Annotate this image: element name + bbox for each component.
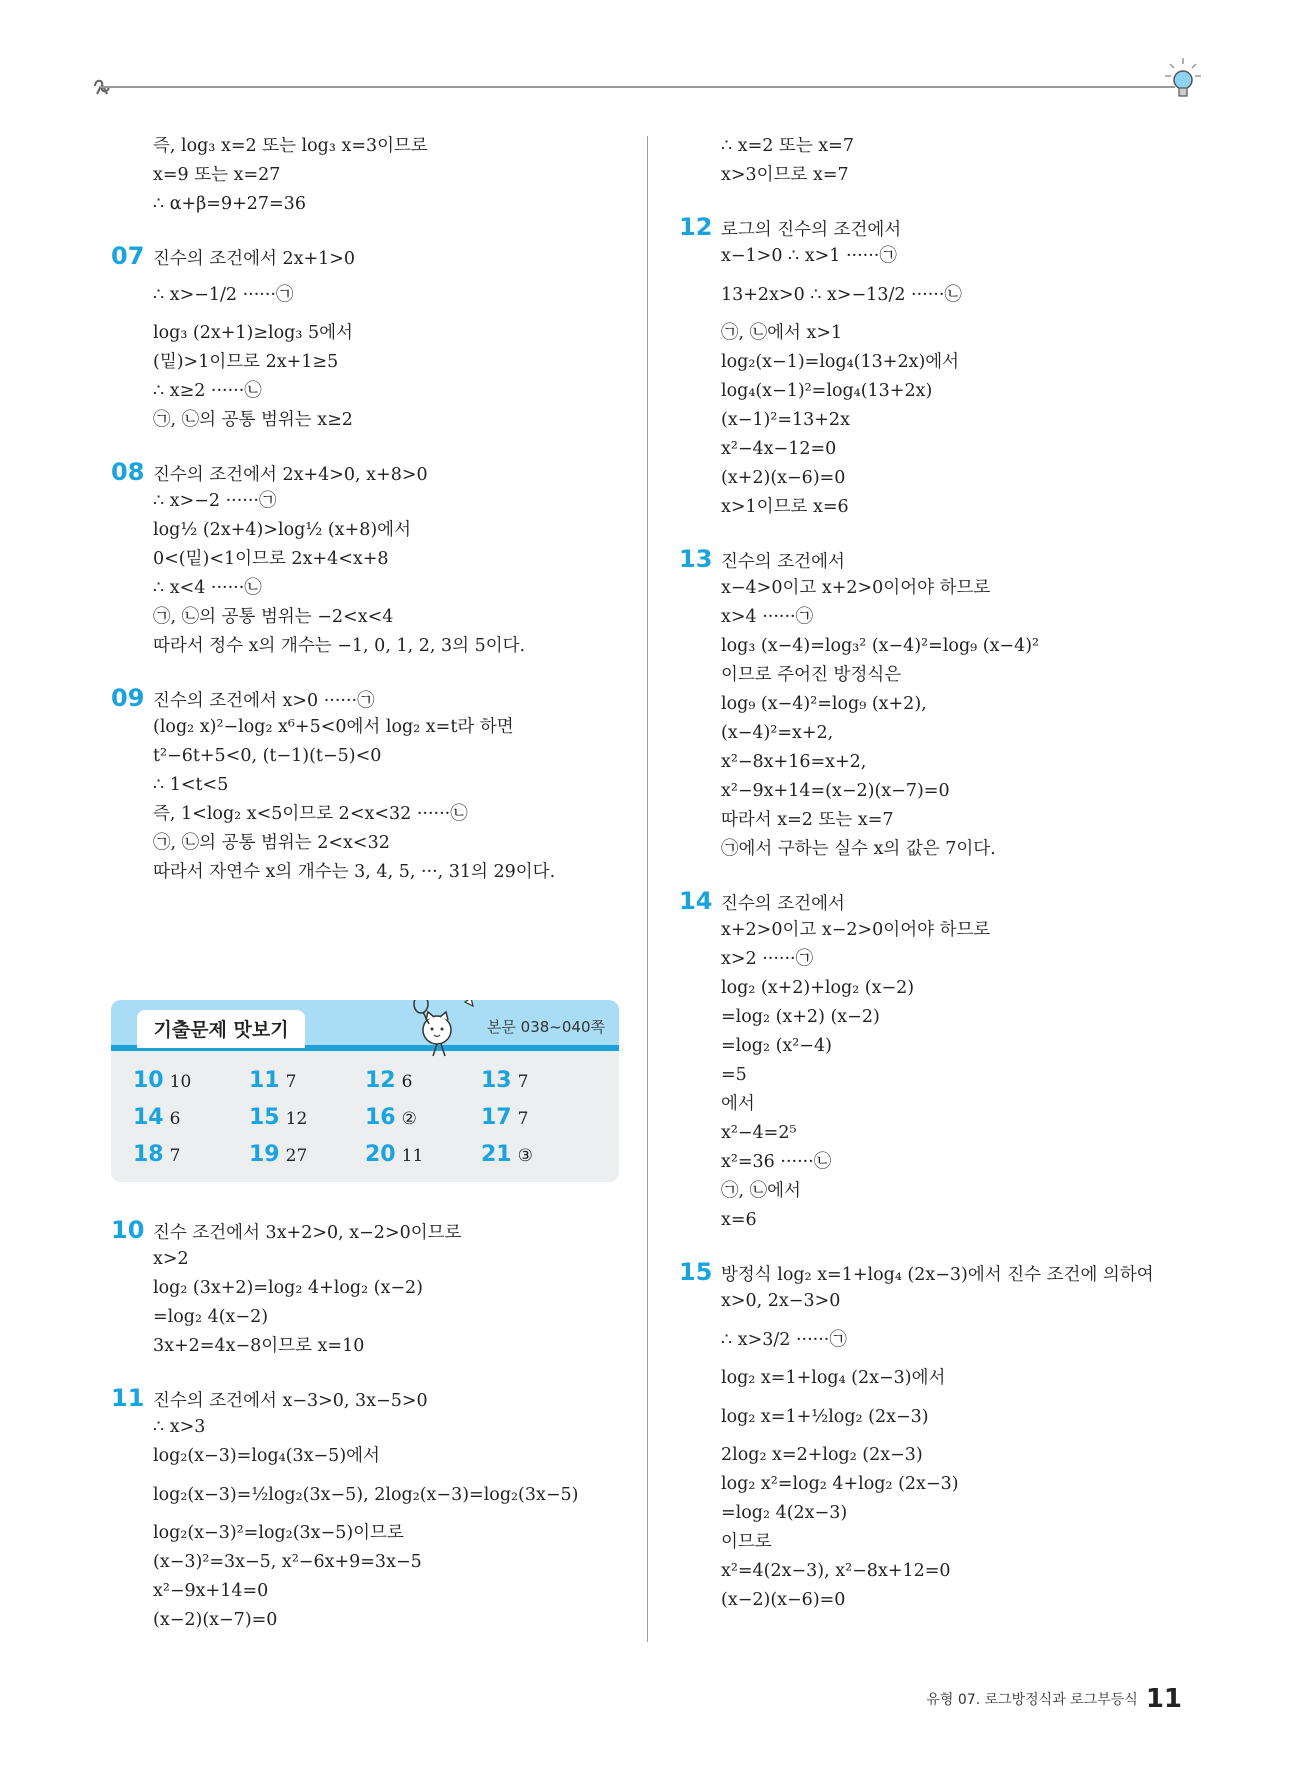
solution-text: log₂(x−3)=log₄(3x−5)에서 <box>153 1446 380 1466</box>
solution-line <box>679 464 1199 493</box>
solution-line <box>679 574 1199 603</box>
solution-text: 로그의 진수의 조건에서 <box>721 220 902 240</box>
solution-line <box>679 1441 1199 1470</box>
solution-text: x>4 ······㉠ <box>721 607 814 627</box>
solution-text: 13+2x>0 ∴ x>−13/2 ······㉡ <box>721 285 962 305</box>
answer-grid <box>133 1062 603 1173</box>
solution-text: log₃ (2x+1)≥log₃ 5에서 <box>153 323 353 343</box>
solution-line <box>111 348 631 377</box>
answer-number: 19 <box>249 1142 280 1167</box>
solution-line <box>111 574 631 603</box>
page-number: 11 <box>1145 1684 1182 1714</box>
answer-row <box>133 1099 603 1136</box>
solution-text: 이므로 <box>721 1532 772 1552</box>
solution-line <box>679 916 1199 945</box>
answer-number: 18 <box>133 1142 164 1167</box>
solution-line <box>111 377 631 406</box>
problem-number: 09 <box>111 684 145 712</box>
solution-line <box>111 487 631 516</box>
solution-text: 진수의 조건에서 2x+4>0, x+8>0 <box>153 465 428 485</box>
answer-row <box>133 1062 603 1099</box>
solution-text: =log₂ (x+2) (x−2) <box>721 1007 880 1027</box>
solution-line <box>111 632 631 661</box>
solution-line <box>679 1003 1199 1032</box>
solution-text: 방정식 log₂ x=1+log₄ (2x−3)에서 진수 조건에 의하여 <box>721 1265 1154 1285</box>
answer-item <box>133 1099 249 1136</box>
solution-text: ㉠, ㉡의 공통 범위는 −2<x<4 <box>153 607 394 627</box>
solution-text: 3x+2=4x−8이므로 x=10 <box>153 1336 365 1356</box>
answer-number: 11 <box>249 1068 280 1093</box>
problem-number: 10 <box>111 1216 145 1244</box>
solution-text: log₂ (3x+2)=log₂ 4+log₂ (x−2) <box>153 1278 423 1298</box>
solution-line <box>111 603 631 632</box>
solution-line <box>679 1206 1199 1235</box>
answer-item <box>481 1099 597 1136</box>
answer-value: 27 <box>285 1146 308 1166</box>
problem-heading-line <box>111 458 631 487</box>
solution-text: x+2>0이고 x−2>0이어야 하므로 <box>721 920 991 940</box>
solution-line <box>111 271 631 319</box>
solution-text: (x−3)²=3x−5, x²−6x+9=3x−5 <box>153 1552 422 1572</box>
solution-line <box>111 1519 631 1548</box>
solution-text: ∴ x>−2 ······㉠ <box>153 491 277 511</box>
solution-text: (x−2)(x−7)=0 <box>153 1610 278 1630</box>
solution-text: log₂(x−3)²=log₂(3x−5)이므로 <box>153 1523 404 1543</box>
solution-line <box>679 719 1199 748</box>
problem-heading-line <box>111 1384 631 1413</box>
solution-line <box>111 1471 631 1519</box>
answer-box-title: 기출문제 맛보기 <box>137 1010 305 1048</box>
answer-box-reference: 본문 038~040쪽 <box>486 1018 605 1036</box>
solution-line <box>111 1413 631 1442</box>
solution-line <box>679 945 1199 974</box>
solution-text: x=9 또는 x=27 <box>153 165 281 185</box>
solution-text: ㉠, ㉡의 공통 범위는 2<x<32 <box>153 833 390 853</box>
solution-text: ∴ α+β=9+27=36 <box>153 194 306 214</box>
solution-line <box>679 1364 1199 1393</box>
solution-text: ∴ x>3 <box>153 1417 206 1437</box>
solution-line <box>679 748 1199 777</box>
answer-item <box>133 1062 249 1099</box>
answer-value: 6 <box>169 1109 181 1129</box>
solution-text: t²−6t+5<0, (t−1)(t−5)<0 <box>153 746 382 766</box>
problem-number: 15 <box>679 1258 713 1286</box>
solution-text: 즉, log₃ x=2 또는 log₃ x=3이므로 <box>153 136 428 156</box>
solution-line <box>679 377 1199 406</box>
solution-line <box>679 690 1199 719</box>
solution-text: ㉠, ㉡에서 x>1 <box>721 323 843 343</box>
answer-value: ② <box>401 1109 417 1129</box>
section-gap <box>111 661 631 684</box>
solution-line <box>679 406 1199 435</box>
solution-text: x−4>0이고 x+2>0이어야 하므로 <box>721 578 991 598</box>
section-gap <box>679 864 1199 887</box>
solution-text: =log₂ (x²−4) <box>721 1036 832 1056</box>
solution-text: x²=36 ······㉡ <box>721 1152 832 1172</box>
answer-number: 21 <box>481 1142 512 1167</box>
solution-text: 에서 <box>721 1094 755 1114</box>
solution-text: log₂(x−3)=½log₂(3x−5), 2log₂(x−3)=log₂(3x−5) <box>153 1485 579 1505</box>
solution-line <box>111 190 631 219</box>
solution-text: log₉ (x−4)²=log₉ (x+2), <box>721 694 927 714</box>
solution-line <box>679 161 1199 190</box>
solution-line <box>679 1528 1199 1557</box>
answer-value: 12 <box>285 1109 308 1129</box>
solution-text: 진수의 조건에서 <box>721 894 845 914</box>
solution-line <box>111 771 631 800</box>
solution-text: x−1>0 ∴ x>1 ······㉠ <box>721 246 897 266</box>
answer-number: 17 <box>481 1105 512 1130</box>
solution-text: x²−9x+14=(x−2)(x−7)=0 <box>721 781 950 801</box>
problem-heading-line <box>679 213 1199 242</box>
solution-line <box>111 319 631 348</box>
solution-text: 따라서 정수 x의 개수는 −1, 0, 1, 2, 3의 5이다. <box>153 636 526 656</box>
solution-line <box>679 661 1199 690</box>
solution-line <box>679 603 1199 632</box>
top-rule <box>100 86 1175 88</box>
solution-line <box>111 1332 631 1361</box>
solution-line <box>679 1499 1199 1528</box>
answer-item <box>365 1062 481 1099</box>
solution-text: =log₂ 4(2x−3) <box>721 1503 848 1523</box>
answer-item <box>365 1099 481 1136</box>
problem-number: 11 <box>111 1384 145 1412</box>
solution-line <box>111 1577 631 1606</box>
answer-value: 11 <box>401 1146 424 1166</box>
solution-text: x>0, 2x−3>0 <box>721 1291 841 1311</box>
solution-line <box>111 132 631 161</box>
solution-line <box>111 516 631 545</box>
solution-text: 따라서 x=2 또는 x=7 <box>721 810 894 830</box>
solution-text: (x−1)²=13+2x <box>721 410 850 430</box>
solution-line <box>679 493 1199 522</box>
solution-line <box>679 1586 1199 1615</box>
solution-text: x>2 <box>153 1249 189 1269</box>
solution-line <box>679 1470 1199 1499</box>
answer-item <box>249 1062 365 1099</box>
solution-text: 진수의 조건에서 2x+1>0 <box>153 249 356 269</box>
solution-line <box>679 1148 1199 1177</box>
solution-text: 2log₂ x=2+log₂ (2x−3) <box>721 1445 923 1465</box>
solution-line <box>111 800 631 829</box>
solution-line <box>111 161 631 190</box>
answer-number: 16 <box>365 1105 396 1130</box>
answer-number: 13 <box>481 1068 512 1093</box>
solution-line <box>111 1606 631 1635</box>
solution-line <box>111 406 631 435</box>
solution-line <box>111 829 631 858</box>
solution-line <box>679 1061 1199 1090</box>
solution-line <box>679 435 1199 464</box>
answer-number: 15 <box>249 1105 280 1130</box>
solution-text: ∴ x=2 또는 x=7 <box>721 136 854 156</box>
solution-line <box>679 242 1199 271</box>
solution-text: 따라서 자연수 x의 개수는 3, 4, 5, ···, 31의 29이다. <box>153 862 556 882</box>
section-gap <box>679 522 1199 545</box>
section-gap <box>679 190 1199 213</box>
answer-item <box>365 1136 481 1173</box>
problem-number: 08 <box>111 458 145 486</box>
answer-number: 20 <box>365 1142 396 1167</box>
solution-line <box>679 974 1199 1003</box>
solution-line <box>679 806 1199 835</box>
solution-text: (log₂ x)²−log₂ x⁶+5<0에서 log₂ x=t라 하면 <box>153 717 514 737</box>
solution-text: ∴ x>−1/2 ······㉠ <box>153 285 294 305</box>
solution-text: (밑)>1이므로 2x+1≥5 <box>153 352 339 372</box>
section-gap <box>111 219 631 242</box>
answer-item <box>133 1136 249 1173</box>
solution-line <box>679 1316 1199 1364</box>
section-gap <box>111 1361 631 1384</box>
solution-line <box>679 1177 1199 1206</box>
problem-number: 13 <box>679 545 713 573</box>
solution-line <box>111 1442 631 1471</box>
solution-line <box>111 858 631 887</box>
solution-text: log₃ (x−4)=log₃² (x−4)²=log₉ (x−4)² <box>721 636 1040 656</box>
solution-line <box>111 545 631 574</box>
solution-line <box>679 1393 1199 1441</box>
solution-text: ∴ x>3/2 ······㉠ <box>721 1330 847 1350</box>
solution-line <box>679 632 1199 661</box>
right-column <box>679 132 1199 1615</box>
solution-line <box>111 742 631 771</box>
answer-value: 7 <box>285 1072 297 1092</box>
solution-text: x>3이므로 x=7 <box>721 165 849 185</box>
answer-value: 7 <box>169 1146 181 1166</box>
solution-line <box>679 132 1199 161</box>
solution-text: (x+2)(x−6)=0 <box>721 468 846 488</box>
solution-text: 진수 조건에서 3x+2>0, x−2>0이므로 <box>153 1223 462 1243</box>
problem-heading-line <box>111 684 631 713</box>
solution-text: log₄(x−1)²=log₄(13+2x) <box>721 381 933 401</box>
solution-text: x=6 <box>721 1210 757 1230</box>
answer-number: 14 <box>133 1105 164 1130</box>
solution-text: x²=4(2x−3), x²−8x+12=0 <box>721 1561 951 1581</box>
solution-line <box>679 1090 1199 1119</box>
answer-item <box>249 1099 365 1136</box>
left-column-lower <box>111 1216 631 1635</box>
section-gap <box>111 435 631 458</box>
answer-item <box>249 1136 365 1173</box>
solution-line <box>679 271 1199 319</box>
problem-heading-line <box>679 887 1199 916</box>
solution-text: (x−4)²=x+2, <box>721 723 834 743</box>
solution-text: log₂ x=1+½log₂ (2x−3) <box>721 1407 929 1427</box>
problem-number: 07 <box>111 242 145 270</box>
solution-text: log½ (2x+4)>log½ (x+8)에서 <box>153 520 411 540</box>
solution-text: 이므로 주어진 방정식은 <box>721 665 902 685</box>
problem-number: 12 <box>679 213 713 241</box>
solution-line <box>679 1032 1199 1061</box>
solution-line <box>679 1119 1199 1148</box>
solution-text: 진수의 조건에서 x−3>0, 3x−5>0 <box>153 1391 428 1411</box>
solution-text: x²−9x+14=0 <box>153 1581 269 1601</box>
solution-text: log₂ x²=log₂ 4+log₂ (2x−3) <box>721 1474 959 1494</box>
solution-text: log₂ (x+2)+log₂ (x−2) <box>721 978 915 998</box>
solution-text: log₂ x=1+log₄ (2x−3)에서 <box>721 1368 946 1388</box>
solution-line <box>679 319 1199 348</box>
solution-text: (x−2)(x−6)=0 <box>721 1590 846 1610</box>
solution-text: x²−8x+16=x+2, <box>721 752 867 772</box>
solution-text: ㉠, ㉡의 공통 범위는 x≥2 <box>153 410 353 430</box>
solution-line <box>111 713 631 742</box>
answer-value: 6 <box>401 1072 413 1092</box>
problem-heading-line <box>111 242 631 271</box>
section-gap <box>679 1235 1199 1258</box>
solution-text: ∴ x≥2 ······㉡ <box>153 381 262 401</box>
solution-line <box>679 777 1199 806</box>
problem-number: 14 <box>679 887 713 915</box>
problem-heading-line <box>679 545 1199 574</box>
problem-heading-line <box>679 1258 1199 1287</box>
problem-heading-line <box>111 1216 631 1245</box>
solution-line <box>111 1548 631 1577</box>
solution-text: =log₂ 4(x−2) <box>153 1307 269 1327</box>
answer-number: 12 <box>365 1068 396 1093</box>
left-column <box>111 132 631 887</box>
solution-text: x²−4x−12=0 <box>721 439 837 459</box>
solution-text: 0<(밑)<1이므로 2x+4<x+8 <box>153 549 389 569</box>
solution-line <box>111 1303 631 1332</box>
solution-text: x²−4=2⁵ <box>721 1123 797 1143</box>
solution-line <box>111 1274 631 1303</box>
solution-text: ∴ x<4 ······㉡ <box>153 578 262 598</box>
answer-item <box>481 1136 597 1173</box>
column-divider <box>647 136 648 1642</box>
answer-value: ③ <box>517 1146 533 1166</box>
solution-text: x>2 ······㉠ <box>721 949 814 969</box>
solution-line <box>679 1287 1199 1316</box>
solution-line <box>679 835 1199 864</box>
solution-text: 즉, 1<log₂ x<5이므로 2<x<32 ······㉡ <box>153 804 468 824</box>
cat-with-badminton-racket-icon <box>407 1000 479 1060</box>
lightbulb-icon <box>1162 56 1204 102</box>
solution-text: ㉠, ㉡에서 <box>721 1181 801 1201</box>
solution-text: ㉠에서 구하는 실수 x의 값은 7이다. <box>721 839 996 859</box>
solution-line <box>679 348 1199 377</box>
answer-value: 10 <box>169 1072 192 1092</box>
answer-number: 10 <box>133 1068 164 1093</box>
solution-text: 진수의 조건에서 x>0 ······㉠ <box>153 691 375 711</box>
footer-chapter: 유형 07. 로그방정식과 로그부등식 <box>926 1692 1138 1708</box>
answer-box <box>111 1000 619 1182</box>
solution-text: =5 <box>721 1065 747 1085</box>
answer-row <box>133 1136 603 1173</box>
solution-text: x>1이므로 x=6 <box>721 497 849 517</box>
page-footer <box>926 1684 1182 1714</box>
solution-text: ∴ 1<t<5 <box>153 775 229 795</box>
solution-line <box>111 1245 631 1274</box>
solution-text: log₂(x−1)=log₄(13+2x)에서 <box>721 352 960 372</box>
answer-item <box>481 1062 597 1099</box>
solution-text: 진수의 조건에서 <box>721 552 845 572</box>
answer-value: 7 <box>517 1072 529 1092</box>
answer-value: 7 <box>517 1109 529 1129</box>
solution-line <box>679 1557 1199 1586</box>
